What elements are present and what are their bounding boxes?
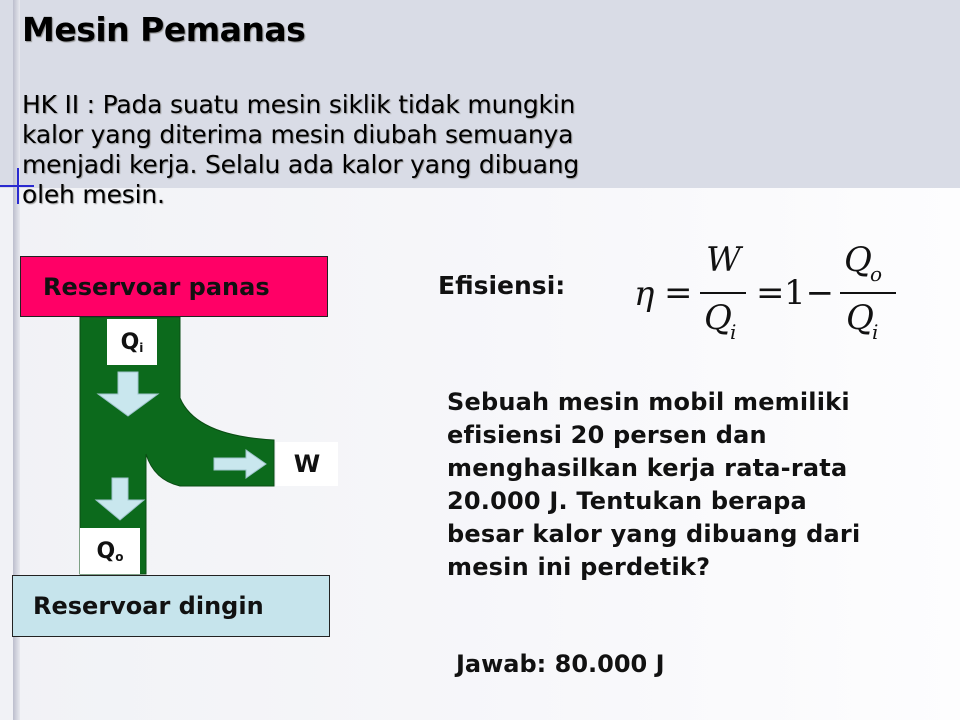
hot-reservoir-box: Reservoar panas (20, 256, 328, 317)
problem-line: mesin ini perdetik? (447, 553, 711, 581)
qo-label (80, 528, 140, 574)
answer-text: Jawab: 80.000 J (456, 650, 665, 678)
work-label: W (276, 442, 338, 486)
formula-equals-2: = (756, 273, 785, 313)
formula-denominator2-q: Q (846, 298, 874, 338)
law-line: HK II : Pada suatu mesin siklik tidak mungkin (22, 90, 576, 119)
law-line: kalor yang diterima mesin diubah semuanya (22, 120, 574, 149)
qi-main: Q (120, 329, 140, 355)
heat-engine-diagram (0, 0, 360, 720)
slide-title: Mesin Pemanas (22, 10, 306, 49)
qo-main: Q (96, 538, 116, 564)
formula-numerator-w: W (706, 240, 741, 280)
problem-line: besar kalor yang dibuang dari (447, 520, 861, 548)
formula-numerator-sub: o (870, 262, 883, 286)
efficiency-label: Efisiensi: (438, 271, 566, 300)
qi-label (107, 319, 157, 365)
formula-fraction-line-2 (840, 292, 896, 294)
qo-sub: o (115, 550, 124, 564)
formula-denominator-sub: i (730, 320, 737, 344)
problem-line: efisiensi 20 persen dan (447, 421, 767, 449)
formula-eta: η (634, 274, 655, 314)
formula-equals-1: = (664, 273, 693, 313)
problem-line: menghasilkan kerja rata-rata (447, 454, 848, 482)
formula-denominator2-sub: i (872, 320, 879, 344)
cold-reservoir-box: Reservoar dingin (12, 575, 330, 637)
formula-denominator-q: Q (704, 298, 732, 338)
formula-one-minus: 1− (784, 273, 835, 313)
problem-text (447, 386, 927, 584)
qi-sub: i (139, 341, 144, 355)
efficiency-formula (632, 240, 902, 350)
formula-fraction-line-1 (700, 292, 746, 294)
law-line: menjadi kerja. Selalu ada kalor yang dibuang (22, 150, 580, 179)
formula-numerator-q: Q (844, 240, 872, 280)
problem-line: Sebuah mesin mobil memiliki (447, 388, 850, 416)
law-line: oleh mesin. (22, 180, 165, 209)
problem-line: 20.000 J. Tentukan berapa (447, 487, 807, 515)
